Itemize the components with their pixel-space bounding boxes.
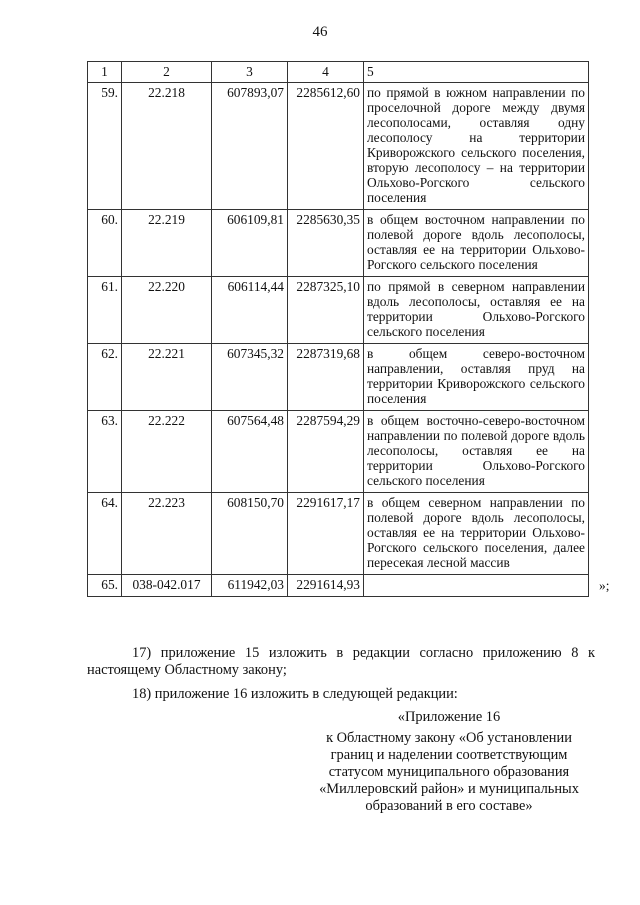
boundary-description: в общем восточном направлении по полевой дороге вдоль лесополосы, оставляя ее на территории Ольхово-Рогского сельского поселения xyxy=(364,210,589,277)
point-code: 22.219 xyxy=(122,210,212,277)
coord-y: 2285612,60 xyxy=(288,83,364,210)
table-row xyxy=(88,575,589,597)
appendix-title: «Приложение 16 xyxy=(397,709,501,725)
coord-y: 2291614,93 xyxy=(288,575,364,597)
closing-quote-mark: »; xyxy=(599,577,610,593)
table-row xyxy=(88,83,589,210)
point-code: 22.221 xyxy=(122,344,212,411)
paragraph-item-17 xyxy=(87,645,595,679)
table-header-row xyxy=(88,62,589,83)
boundary-description: по прямой в северном направлении вдоль лесополосы, оставляя ее на территории Ольхово-Рогского сельского поселения xyxy=(364,277,589,344)
paragraph-item-18 xyxy=(87,686,595,703)
row-number: 59. xyxy=(88,83,122,210)
appendix-header xyxy=(312,709,586,815)
boundary-table xyxy=(87,61,589,597)
coord-x: 608150,70 xyxy=(212,493,288,575)
row-number: 61. xyxy=(88,277,122,344)
paragraph-text: 17) приложение 15 изложить в редакции согласно приложению 8 к настоящему Областному закону; xyxy=(87,645,595,678)
point-code: 22.223 xyxy=(122,493,212,575)
boundary-description: в общем северо-восточном направлении, оставляя пруд на территории Криворожского сельского поселения xyxy=(364,344,589,411)
table-row xyxy=(88,344,589,411)
table-row xyxy=(88,493,589,575)
coord-y: 2287325,10 xyxy=(288,277,364,344)
row-number: 65. xyxy=(88,575,122,597)
paragraph-text: 18) приложение 16 изложить в следующей редакции: xyxy=(132,686,458,702)
coord-x: 607893,07 xyxy=(212,83,288,210)
coord-y: 2287319,68 xyxy=(288,344,364,411)
coord-y: 2291617,17 xyxy=(288,493,364,575)
coord-x: 607345,32 xyxy=(212,344,288,411)
boundary-description: в общем северном направлении по полевой дороге вдоль лесополосы, оставляя ее на территории Ольхово-Рогского сельского поселения, далее пересекая лесной массив xyxy=(364,493,589,575)
row-number: 64. xyxy=(88,493,122,575)
boundary-description: в общем восточно-северо-восточном направлении по полевой дороге вдоль лесополосы, оставляя ее на территории Ольхово-Рогского сельского поселения xyxy=(364,411,589,493)
page-number: 46 xyxy=(312,24,328,40)
row-number: 63. xyxy=(88,411,122,493)
point-code: 22.220 xyxy=(122,277,212,344)
table-row xyxy=(88,210,589,277)
header-cell: 3 xyxy=(212,62,288,83)
header-cell: 2 xyxy=(122,62,212,83)
point-code: 22.222 xyxy=(122,411,212,493)
row-number: 62. xyxy=(88,344,122,411)
row-number: 60. xyxy=(88,210,122,277)
boundary-description xyxy=(364,575,589,597)
coord-x: 606109,81 xyxy=(212,210,288,277)
table-row xyxy=(88,411,589,493)
appendix-subtitle: к Областному закону «Об установлении границ и наделении соответствующим статусом муниципального образования «Миллеровский район» и муниципальных образований в его составе» xyxy=(319,730,579,814)
coord-x: 606114,44 xyxy=(212,277,288,344)
header-cell: 1 xyxy=(88,62,122,83)
table-row xyxy=(88,277,589,344)
coord-x: 611942,03 xyxy=(212,575,288,597)
coord-x: 607564,48 xyxy=(212,411,288,493)
boundary-description: по прямой в южном направлении по проселочной дороге между двумя лесополосами, оставляя одну лесополосу на территории Криворожского сельского поселения, вторую лесополосу – на территории Ольхово-Рогского сельского поселения xyxy=(364,83,589,210)
coord-y: 2287594,29 xyxy=(288,411,364,493)
coord-y: 2285630,35 xyxy=(288,210,364,277)
point-code: 22.218 xyxy=(122,83,212,210)
header-cell: 5 xyxy=(364,62,589,83)
point-code: 038-042.017 xyxy=(122,575,212,597)
header-cell: 4 xyxy=(288,62,364,83)
